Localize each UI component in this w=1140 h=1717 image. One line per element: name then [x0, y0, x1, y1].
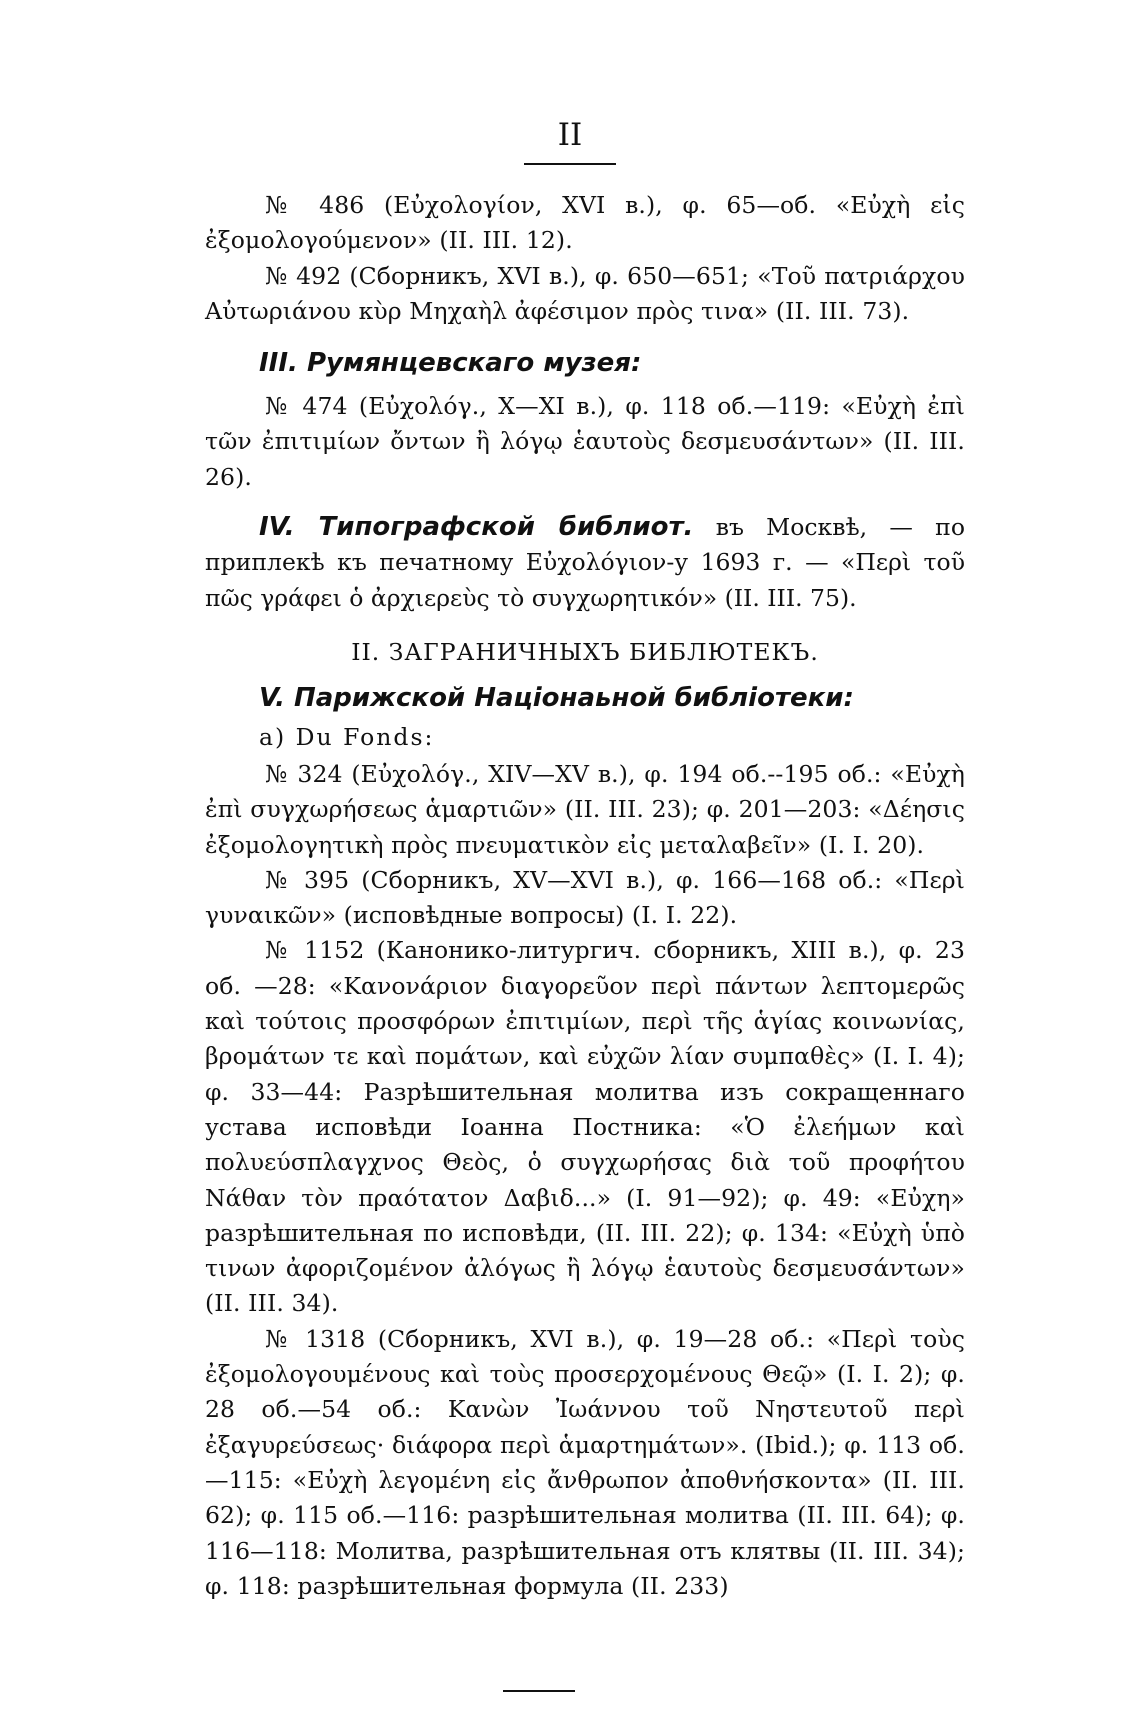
subhead-du-fonds: a) Du Fonds: — [259, 722, 435, 751]
entry-486: № 486 (Εὐχολογίον, XVI в.), φ. 65—об. «Εὐχὴ εἰς ἐξομολογούμενον» (II. III. 12). — [205, 191, 965, 255]
entry-395: № 395 (Сборникъ, XV—XVI в.), φ. 166—168 об.: «Περὶ γυναικῶν» (исповѣдные вопросы) (I. I. 22). — [205, 865, 965, 930]
section-title-foreign-libraries: II. ЗАГРАНИЧНЫХЪ БИБЛЮТЕКЪ. — [351, 637, 819, 666]
entry-474: № 474 (Εὐχολόγ., X—XI в.), φ. 118 об.—119: «Εὐχὴ ἐπὶ τῶν ἐπιτιμίων ὄντων ἢ λόγῳ ἑαυτοὺς δεσμευσάντων» (II. III. 26). — [205, 392, 965, 491]
text-block — [205, 188, 965, 1604]
typographic-library-paragraph — [205, 509, 965, 616]
heading-typographic-library: IV. Типографской библиот. — [259, 512, 694, 543]
heading-paris-national-library: V. Парижской Націонаьной библіотеки: — [259, 682, 854, 713]
typographic-library-text: въ Москвѣ, — по приплекѣ къ печатному Εὐχολόγιον-у 1693 г. — «Περὶ τοῦ πῶς γράφει ὁ ἀρχιερεὺς τὸ συγχωρητικόν» (II. III. 75). — [205, 513, 965, 612]
folio-rule — [524, 163, 616, 165]
entry-492: № 492 (Сборникъ, XVI в.), φ. 650—651; «Τοῦ πατριάρχου Αὐτωριάνου κὺρ Μηχαὴλ ἀφέσιμον πρὸς τινα» (II. III. 73). — [205, 261, 965, 325]
heading-rumyantsev-museum: III. Румянцевскаго музея: — [259, 348, 642, 379]
page-folio: II — [557, 117, 583, 153]
bottom-rule — [503, 1690, 575, 1692]
entry-1318: № 1318 (Сборникъ, XVI в.), φ. 19—28 об.: «Περὶ τοὺς ἐξομολογουμένους καὶ τοὺς προσερχομένους Θεῷ» (I. I. 2); φ. 28 об.—54 об.: Κανὼν Ἰωάννου τοῦ Νηστευτοῦ περὶ ἐξαγυρεύσεως· διάφορα περὶ ἁμαρτημάτων». (Ibid.); φ. 113 об.—115: «Εὐχὴ λεγομένη εἰς ἄνθρωπον ἀποθνήσκοντα» (II. III. 62); φ. 115 об.—116: разрѣшительная молитва (II. III. 64); φ. 116—118: Молитва, разрѣшительная отъ клятвы (II. III. 34); φ. 118: разрѣшительная формула (II. 233) — [205, 1324, 965, 1600]
entry-324: № 324 (Εὐχολόγ., XIV—XV в.), φ. 194 об.--195 об.: «Εὐχὴ ἐπὶ συγχωρήσεως ἁμαρτιῶν» (II. III. 23); φ. 201—203: «Δέησις ἐξομολογητικὴ πρὸς πνευματικὸν εἰς μεταλαβεῖν» (I. I. 20). — [205, 759, 965, 859]
entry-1152: № 1152 (Канонико-литургич. сборникъ, XIII в.), φ. 23 об. —28: «Κανονάριον διαγορεῦον περὶ πάντων λεπτομερῶς καὶ τούτοις προσφόρων ἐπιτιμίων, περὶ τῆς ἁγίας κοινωνίας, βρομάτων τε καὶ πομάτων, καὶ εὐχῶν λίαν συμπαθὲς» (I. I. 4); φ. 33—44: Разрѣшительная молитва изъ сокращеннаго устава исповѣди Іоанна Постника: «Ὁ ἐλεήμων καὶ πολυεύσπλαγχνος Θεὸς, ὁ συγχωρήσας διὰ τοῦ προφήτου Νάθαν τὸν πραότατον Δαβιδ...» (I. 91—92); φ. 49: «Εὐχη» разрѣшительная по исповѣди, (II. III. 22); φ. 134: «Εὐχὴ ὑπὸ τινων ἀφοριζομένον ἀλόγως ἢ λόγῳ ἑαυτοὺς δεσμευσάντων» (II. III. 34). — [205, 936, 965, 1318]
